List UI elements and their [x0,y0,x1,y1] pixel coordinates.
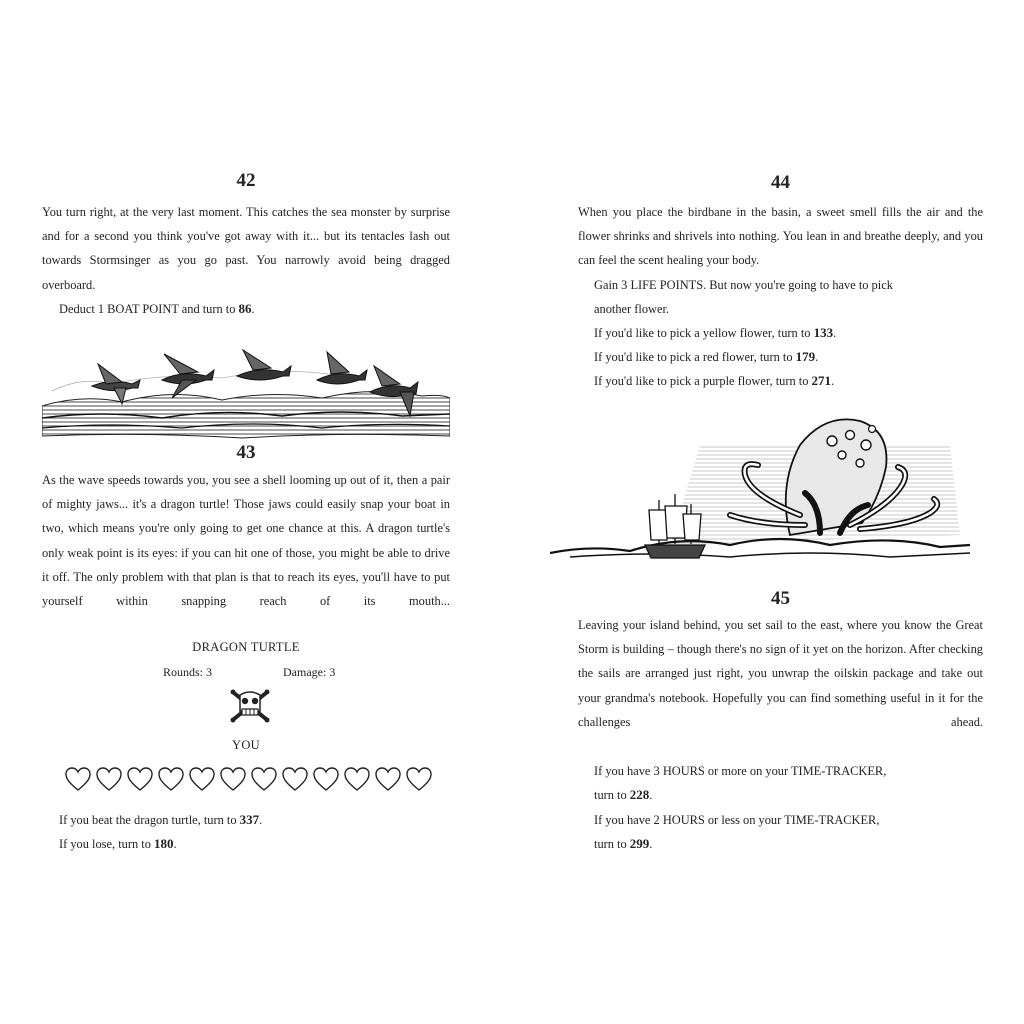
enemy-name: DRAGON TURTLE [192,640,300,654]
turn-to-180-link[interactable]: 180 [153,836,174,851]
heart-icon[interactable] [219,766,247,792]
choice-win: If you beat the dragon turtle, turn to 337. [59,812,263,827]
heart-icon[interactable] [374,766,402,792]
choice-red: If you'd like to pick a red flower, turn to 179. [594,349,819,364]
choice-less-line2: turn to 299. [594,836,653,851]
section-42-instruction: Deduct 1 BOAT POINT and turn to 86. [59,301,255,316]
turn-to-133-link[interactable]: 133 [813,325,834,340]
heart-icon[interactable] [405,766,433,792]
turn-to-228-link[interactable]: 228 [629,787,650,802]
choice-more-line1: If you have 3 HOURS or more on your TIME-TRACKER, [594,764,887,778]
section-44-gain-line2: another flower. [594,302,670,316]
heart-icon[interactable] [250,766,278,792]
turn-to-299-link[interactable]: 299 [629,836,650,851]
flying-fish-illustration [42,336,450,440]
enemy-damage: Damage: 3 [283,665,336,679]
heart-icon[interactable] [188,766,216,792]
heart-icon[interactable] [312,766,340,792]
section-43-text: As the wave speeds towards you, you see a shell looming up out of it, then a pair of mighty jaws... it's a dragon turtle! Those jaws could easily snap your boat in two, which means you're only going to get one chance at this. A dragon turtle's only weak point is its eyes: if you can hit one of those, you might be able to drive it off. The only problem with that plan is that to reach its eyes, you'll have to put yourself within snapping reach of its mouth... [42,473,450,609]
heart-icon[interactable] [95,766,123,792]
choice-purple: If you'd like to pick a purple flower, turn to 271. [594,373,835,388]
choice-yellow: If you'd like to pick a yellow flower, turn to 133. [594,325,837,340]
you-label: YOU [232,738,260,752]
section-number-45: 45 [771,588,790,609]
section-42-text: You turn right, at the very last moment. This catches the sea monster by surprise and for a second you think you've got away with it... but its tentacles lash out towards Stormsinger as you go past. You narrowly avoid being dragged overboard. [42,205,450,292]
section-44-gain-line1: Gain 3 LIFE POINTS. But now you're going to have to pick [594,278,893,292]
choice-lose: If you lose, turn to 180. [59,836,177,851]
life-hearts [64,766,433,792]
heart-icon[interactable] [157,766,185,792]
heart-icon[interactable] [281,766,309,792]
turn-to-337-link[interactable]: 337 [239,812,260,827]
section-number-44: 44 [771,172,790,193]
section-44-text: When you place the birdbane in the basin, a sweet smell fills the air and the flower shrinks and shrivels into nothing. You lean in and breathe deeply, and you can feel the scent healing your body. [578,205,983,268]
section-45-text: Leaving your island behind, you set sail to the east, where you know the Great Storm is building – though there's no sign of it yet on the horizon. After checking the sails are arranged just right, you unwrap the oilskin package and take out your grandma's notebook. Hopefully you can find something useful in it for the challenges ahead. [578,618,983,729]
kraken-ship-illustration [550,405,982,565]
skull-crossbones-icon [230,689,270,723]
section-number-43: 43 [236,442,256,463]
heart-icon[interactable] [64,766,92,792]
enemy-rounds: Rounds: 3 [163,665,213,679]
heart-icon[interactable] [126,766,154,792]
turn-to-179-link[interactable]: 179 [795,349,816,364]
choice-less-line1: If you have 2 HOURS or less on your TIME-TRACKER, [594,813,880,827]
section-number-42: 42 [236,170,256,191]
heart-icon[interactable] [343,766,371,792]
choice-more-line2: turn to 228. [594,787,653,802]
turn-to-86-link[interactable]: 86 [238,301,252,316]
turn-to-271-link[interactable]: 271 [811,373,831,388]
